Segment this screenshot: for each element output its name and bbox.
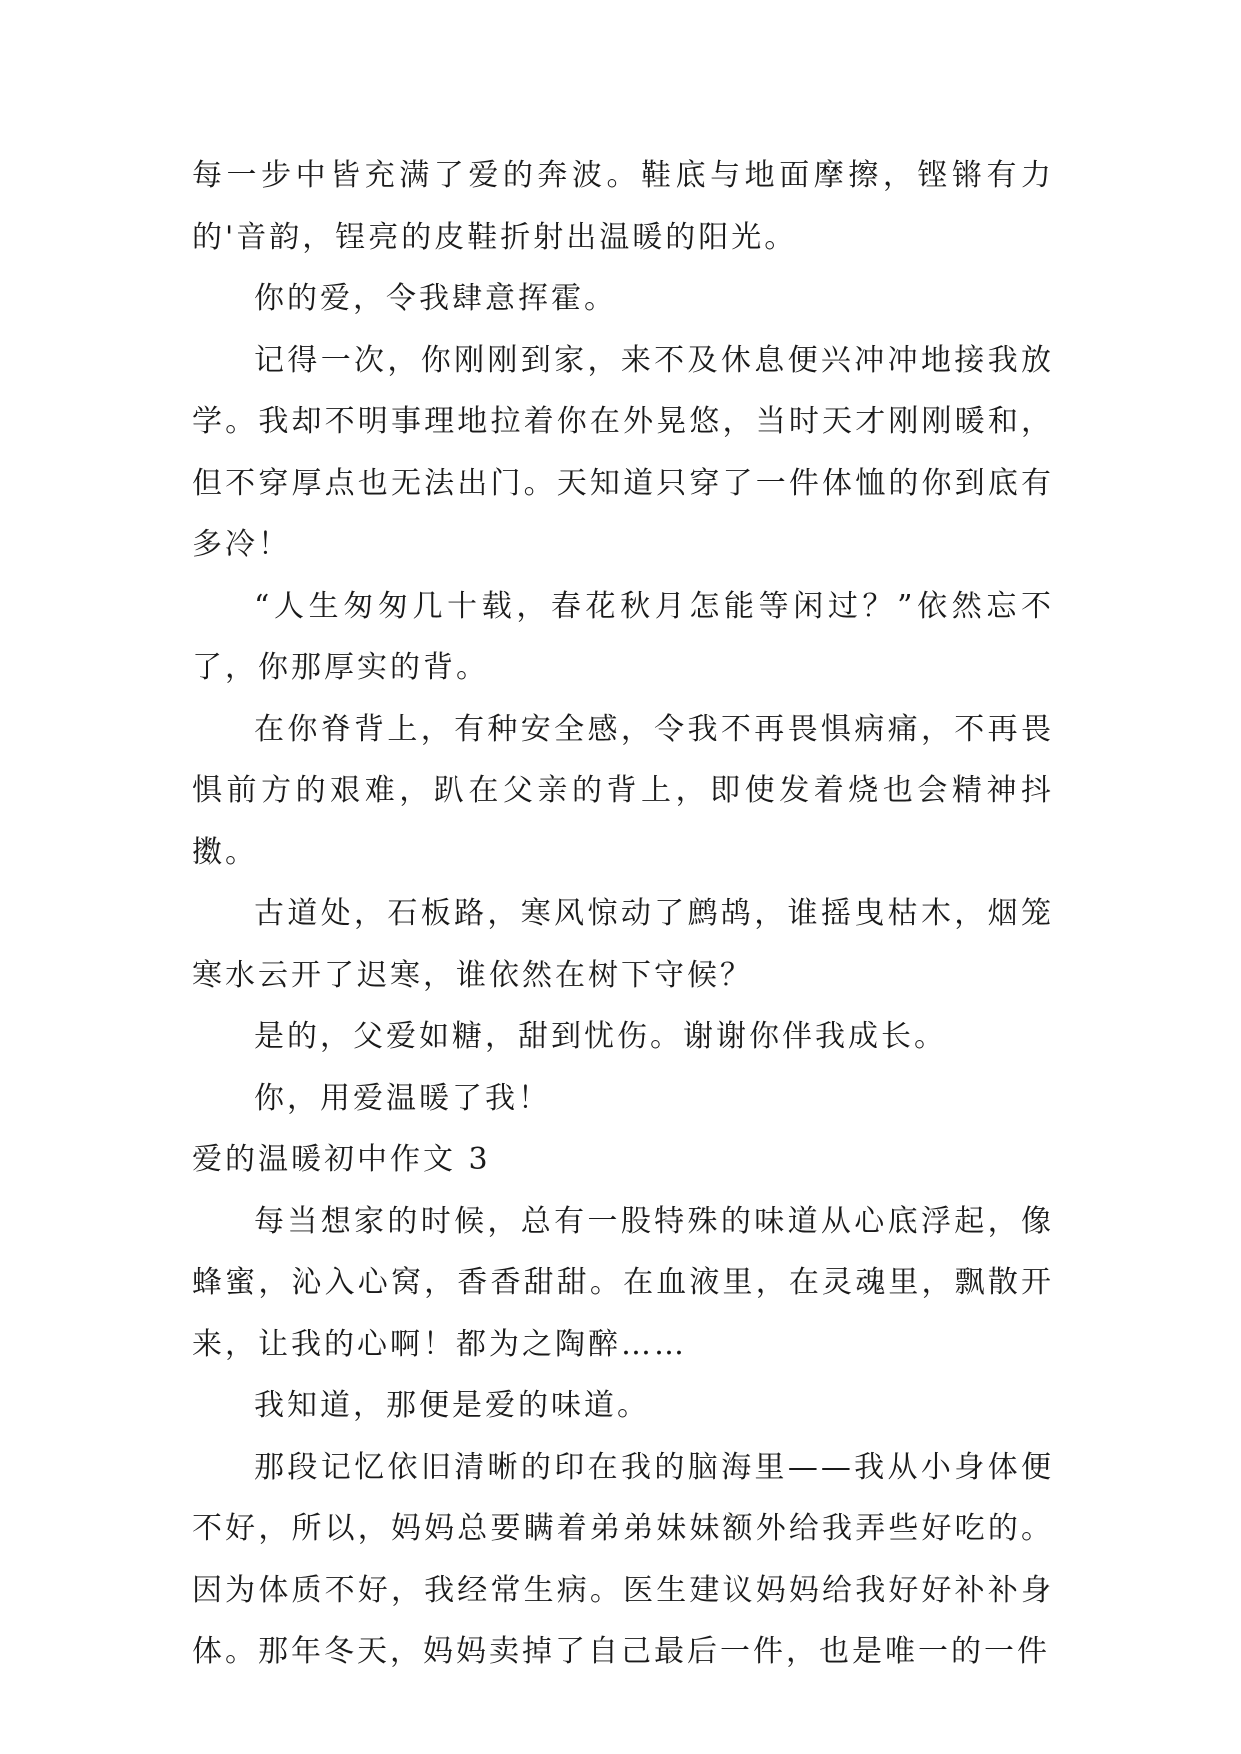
section-paragraph-2: 我知道，那便是爱的味道。: [254, 1388, 650, 1423]
essay-body: [192, 145, 1054, 1683]
paragraph-2: 你的爱，令我肆意挥霍。: [254, 281, 617, 316]
paragraph-8: 你，用爱温暖了我！: [254, 1080, 551, 1116]
section-title: 爱的温暖初中作文 3: [192, 1142, 491, 1177]
section-paragraph-1: 每当想家的时候，总有一股特殊的味道从心底浮起，像蜂蜜，沁入心窝，香香甜甜。在血液里，在灵魂里，飘散开来，让我的心啊！都为之陶醉……: [192, 1203, 1054, 1362]
paragraph-5: 在你脊背上，有种安全感，令我不再畏惧病痛，不再畏惧前方的艰难，趴在父亲的背上，即使发着烧也会精神抖擞。: [192, 711, 1054, 870]
section-paragraph-3: 那段记忆依旧清晰的印在我的脑海里——我从小身体便不好，所以，妈妈总要瞒着弟弟妹妹额外给我弄些好吃的。因为体质不好，我经常生病。医生建议妈妈给我好好补补身体。那年冬天，妈妈卖掉了自己最后一件，也是唯一的一件: [192, 1449, 1054, 1669]
paragraph-6: 古道处，石板路，寒风惊动了鹧鸪，谁摇曳枯木，烟笼寒水云开了迟寒，谁依然在树下守候？: [192, 896, 1054, 993]
paragraph-1: 每一步中皆充满了爱的奔波。鞋底与地面摩擦，铿锵有力的'音韵，锃亮的皮鞋折射出温暖的阳光。: [192, 158, 1054, 255]
paragraph-4: “人生匆匆几十载，春花秋月怎能等闲过？”依然忘不了，你那厚实的背。: [192, 588, 1054, 685]
paragraph-7: 是的，父爱如糖，甜到忧伤。谢谢你伴我成长。: [254, 1019, 947, 1054]
paragraph-3: 记得一次，你刚刚到家，来不及休息便兴冲冲地接我放学。我却不明事理地拉着你在外晃悠，当时天才刚刚暖和，但不穿厚点也无法出门。天知道只穿了一件体恤的你到底有多冷！: [192, 342, 1054, 562]
